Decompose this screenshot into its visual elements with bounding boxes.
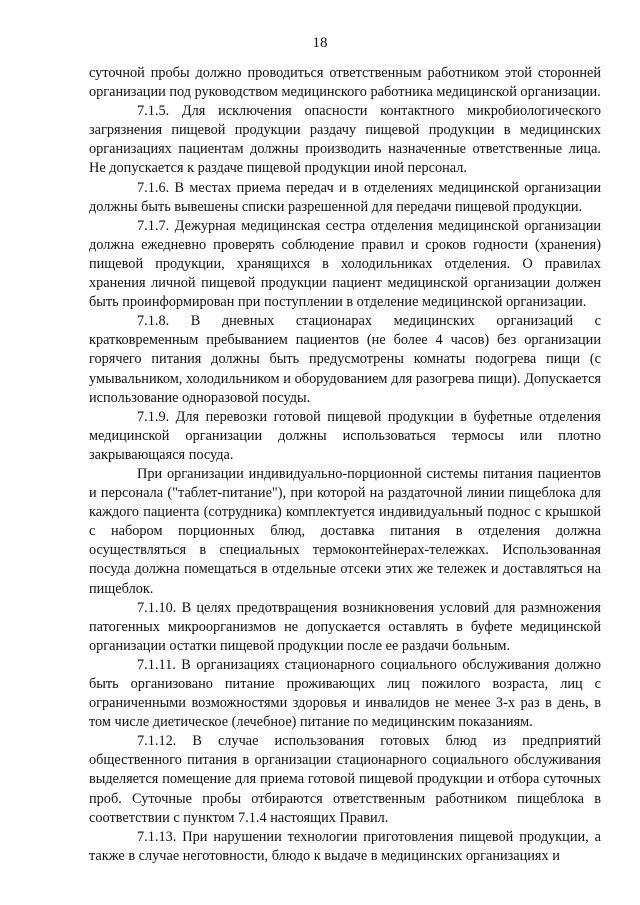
document-body bbox=[89, 64, 601, 866]
paragraph-7-1-12: 7.1.12. В случае использования готовых блюд из предприятий общественного питания в организации стационарного социального обслуживания выделяется помещение для приема готовой пищевой продукции и отбора суточных проб. Суточные пробы отбираются ответственным работником пищеблока в соответствии с пунктом 7.1.4 настоящих Правил. bbox=[89, 733, 601, 826]
paragraph-continuation: суточной пробы должно проводиться ответственным работником этой сторонней организации под руководством медицинского работника медицинской организации. bbox=[89, 65, 601, 101]
paragraph-7-1-6: 7.1.6. В местах приема передач и в отделениях медицинской организации должны быть вывешены списки разрешенной для передачи пищевой продукции. bbox=[89, 179, 601, 215]
paragraph-7-1-13: 7.1.13. При нарушении технологии приготовления пищевой продукции, а также в случае неготовности, блюдо к выдаче в медицинских организациях и bbox=[89, 828, 601, 864]
paragraph-7-1-7: 7.1.7. Дежурная медицинская сестра отделения медицинской организации должна ежедневно проверять соблюдение правил и сроков годности (хранения) пищевой продукции, хранящихся в холодильниках отделения. О правилах хранения личной пищевой продукции пациент медицинской организации должен быть проинформирован при поступлении в отделение медицинской организации. bbox=[89, 217, 601, 311]
paragraph-7-1-5: 7.1.5. Для исключения опасности контактного микробиологического загрязнения пищевой продукции раздачу пищевой продукции в медицинских организациях пациентам должны производить назначенные ответственные лица. Не допускается к раздаче пищевой продукции иной персонал. bbox=[89, 103, 601, 177]
paragraph-7-1-9: 7.1.9. Для перевозки готовой пищевой продукции в буфетные отделения медицинской организации должны использоваться термосы или плотно закрывающаяся посуда. bbox=[89, 408, 601, 463]
paragraph-7-1-10: 7.1.10. В целях предотвращения возникновения условий для размножения патогенных микроорганизмов не допускается оставлять в буфете медицинской организации остатки пищевой продукции после ее раздачи больным. bbox=[89, 599, 601, 654]
paragraph-7-1-9-tablet: При организации индивидуально-порционной системы питания пациентов и персонала ("таблет-питание"), при которой на раздаточной линии пищеблока для каждого пациента (сотрудника) комплектуется индивидуальный поднос с крышкой с набором порционных блюд, доставка питания в отделения должна осуществляться в специальных термоконтейнерах-тележках. Использованная посуда должна помещаться в отдельные отсеки этих же тележек и доставляться на пищеблок. bbox=[89, 465, 601, 597]
paragraph-7-1-11: 7.1.11. В организациях стационарного социального обслуживания должно быть организовано питание проживающих лиц пожилого возраста, лиц с ограниченными возможностями здоровья и инвалидов не менее 3-х раз в день, в том числе диетическое (лечебное) питание по медицинским показаниям. bbox=[89, 656, 601, 731]
paragraph-7-1-8: 7.1.8. В дневных стационарах медицинских организаций с кратковременным пребыванием пациентов (не более 4 часов) без организации горячего питания должны быть предусмотрены комнаты подогрева пищи (с умывальником, холодильником и оборудованием для разогрева пищи). Допускается использование одноразовой посуды. bbox=[89, 313, 601, 406]
page-number: 18 bbox=[312, 35, 328, 51]
